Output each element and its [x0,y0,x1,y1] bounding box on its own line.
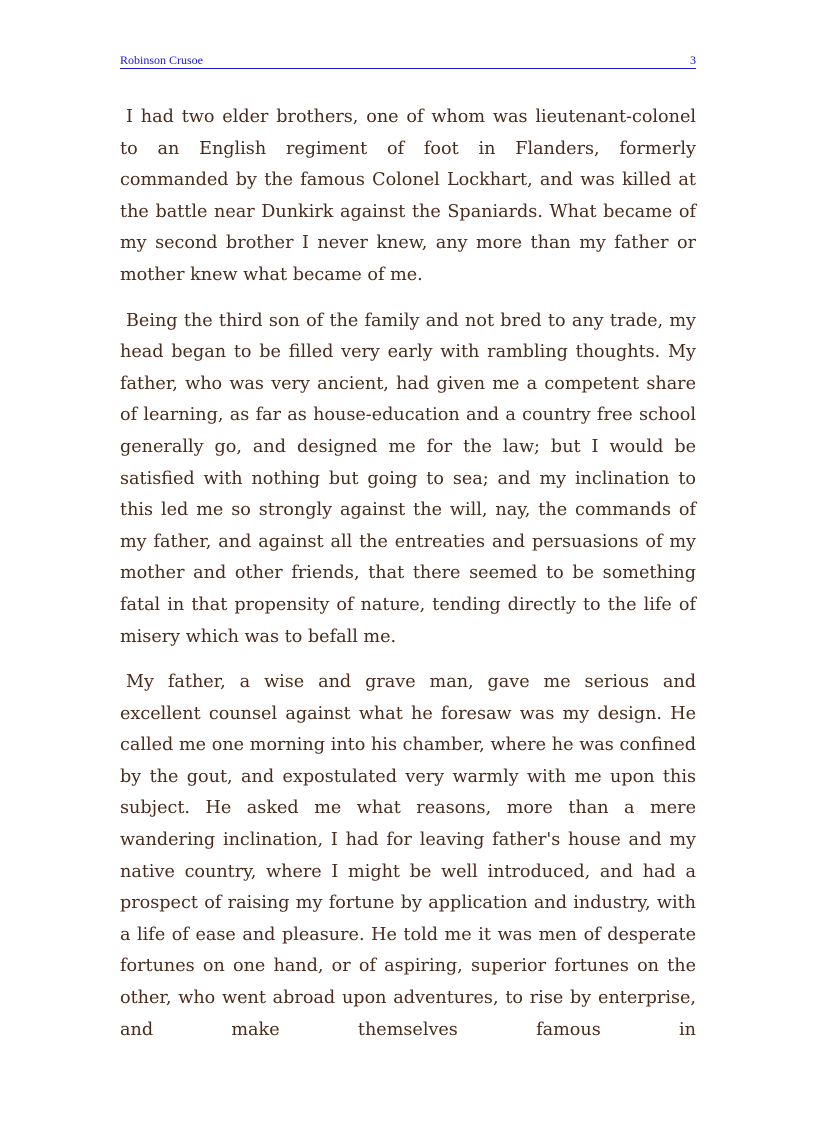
page-body [120,102,696,1060]
paragraph-2: Being the third son of the family and not bred to any trade, my head began to be filled very early with rambling thoughts. My father, who was very ancient, had given me a competent share of learning, as far as house-education and a country free school generally go, and designed me for the law; but I would be satisfied with nothing but going to sea; and my inclination to this led me so strongly against the will, nay, the commands of my father, and against all the entreaties and persuasions of my mother and other friends, that there seemed to be something fatal in that propensity of nature, tending directly to the life of misery which was to befall me. [120,310,696,647]
page-number: 3 [690,53,696,67]
running-header [120,52,696,69]
paragraph-1: I had two elder brothers, one of whom was lieutenant-colonel to an English regiment of foot in Flanders, formerly commanded by the famous Colonel Lockhart, and was killed at the battle near Dunkirk against the Spaniards. What became of my second brother I never knew, any more than my father or mother knew what became of me. [120,107,696,285]
paragraph-3: My father, a wise and grave man, gave me serious and excellent counsel against what he foresaw was my design. He called me one morning into his chamber, where he was confined by the gout, and expostulated very warmly with me upon this subject. He asked me what reasons, more than a mere wandering inclination, I had for leaving father's house and my native country, where I might be well introduced, and had a prospect of raising my fortune by application and industry, with a life of ease and pleasure. He told me it was men of desperate fortunes on one hand, or of aspiring, superior fortunes on the other, who went abroad upon adventures, to rise by enterprise, and make themselves famous in [120,672,696,1040]
book-title-link[interactable]: Robinson Crusoe [120,53,204,67]
